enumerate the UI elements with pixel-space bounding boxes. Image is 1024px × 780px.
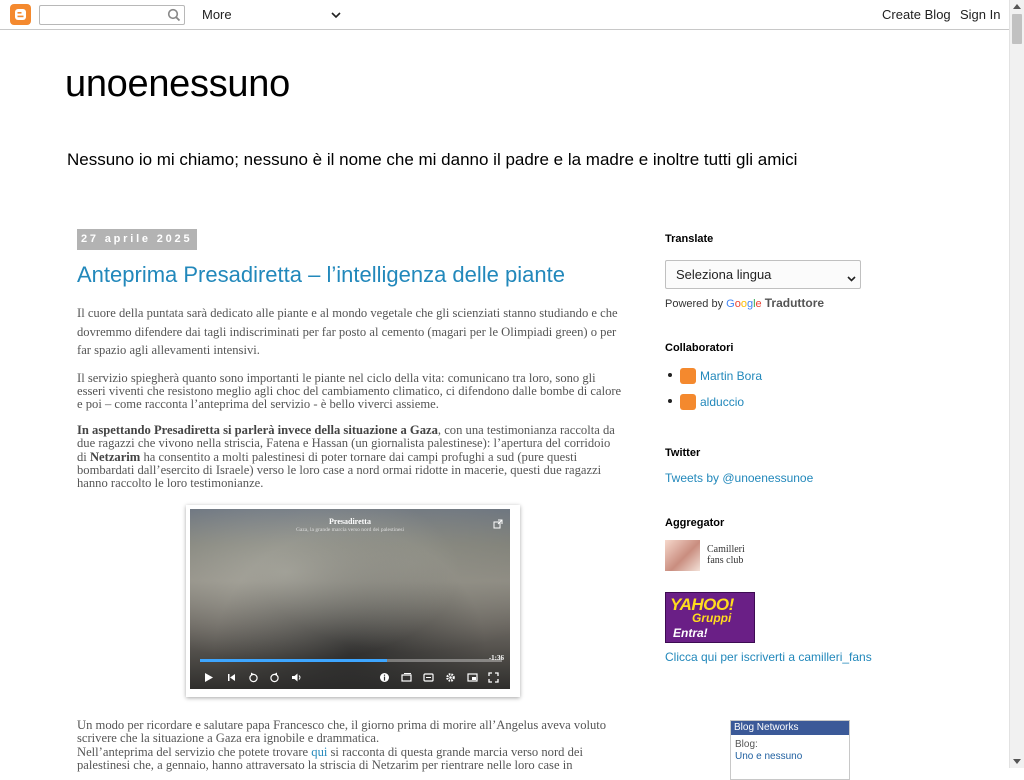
post-paragraph [77,746,622,773]
captions-icon[interactable] [423,672,434,683]
forward-icon[interactable] [269,672,280,683]
page-scrollbar[interactable] [1009,0,1024,768]
share-icon[interactable] [493,518,503,528]
tweets-link[interactable]: Tweets by @unoenessunoe [665,471,814,485]
video-title: Presadiretta [329,516,371,526]
search-icon[interactable] [166,7,182,23]
bold-text: In aspettando Presadiretta si parlerà invece della situazione a Gaza [77,422,438,437]
previous-icon[interactable] [226,672,237,683]
chevron-down-icon [847,271,856,280]
cfc-text [707,544,745,566]
yahoo-logo-text: YAHOO! [670,595,734,614]
powered-by-label: Powered by [665,298,727,310]
post-paragraph: Il servizio spiegherà quanto sono importanti le piante nel ciclo della vita: comunicano tra loro, sono gli esseri viventi che resistono meglio agli choc del cambiamento climatico, ci difendono dalle bombe di calore e poi – come racconta l’anteprima del servizio - è bello viverci assieme. [77,370,622,412]
more-menu-label[interactable]: More [202,7,232,22]
post-title[interactable]: Anteprima Presadiretta – l’intelligenza delle piante [77,262,565,287]
collaborator-link[interactable]: alduccio [700,395,745,409]
collaborator-link[interactable]: Martin Bora [700,369,763,383]
bullet-icon [668,399,672,403]
blogger-profile-icon[interactable] [680,368,696,384]
face-image [665,540,700,571]
text-span: si racconta di questa grande marcia verso nord dei palestinesi che, a gennaio, hanno attraversato la striscia di Netzarim per rientrare nelle loro case in [77,744,583,772]
bullet-icon [668,373,672,377]
post-after-video [77,719,622,773]
yahoo-entra-text: Entra! [673,626,708,640]
chapters-icon[interactable] [401,672,412,683]
google-letter: o [734,298,741,310]
video-player[interactable] [190,509,510,689]
video-time: -1:36 [488,653,504,662]
play-icon[interactable] [203,672,214,683]
post-paragraph [77,424,622,491]
translate-heading: Translate [665,233,714,245]
google-letter: e [755,298,762,310]
rewind-icon[interactable] [248,672,259,683]
aggregator-heading: Aggregator [665,517,725,529]
scrollbar-thumb[interactable] [1012,14,1022,44]
fullscreen-icon[interactable] [488,672,499,683]
post-body [77,304,622,772]
traduttore-label[interactable]: Traduttore [764,296,825,310]
chevron-down-icon[interactable] [330,8,342,20]
qui-link[interactable]: qui [311,744,328,759]
blog-networks-widget [730,720,850,780]
google-letter: l [753,298,756,310]
collaboratori-heading: Collaboratori [665,342,734,354]
language-select[interactable] [665,260,861,289]
text-span: Nell’anteprima del servizio che potete trovare [77,744,312,759]
post-paragraph: Il cuore della puntata sarà dedicato alle piante e al mondo vegetale che gli scienziati stanno studiando e che dovremmo difendere dai tagli indiscriminati per far posto al cemento (magari per le Olimpiadi green) o per far spazio agli allevamenti intensivi. [77,306,618,357]
volume-icon[interactable] [291,672,302,683]
blogger-navbar [0,0,1009,30]
blog-networks-heading: Blog Networks [731,721,849,735]
yahoo-groups-banner[interactable] [665,592,755,643]
blogger-profile-icon[interactable] [680,394,696,410]
create-blog-link[interactable]: Create Blog [882,7,951,22]
video-controls [190,667,510,689]
cfc-line: fans club [707,555,744,566]
search-input[interactable] [39,5,185,25]
text-span: , con una testimonianza raccolta da due ragazzi che vivono nella striscia, Fatena e Hassan (un giornalista palestinese): l’apertura del corridoio di [77,422,615,464]
pip-icon[interactable] [467,672,478,683]
blog-label: Blog: [735,739,758,750]
info-icon[interactable] [379,672,390,683]
bold-text: Netzarim [89,449,141,464]
blog-link[interactable]: Uno e nessuno [735,751,803,762]
post-date-badge: 27 aprile 2025 [77,229,197,250]
sign-in-link[interactable]: Sign In [960,7,1001,22]
powered-by-google [665,296,824,310]
cfc-line: Camilleri [707,544,745,555]
subscribe-link[interactable]: Clicca qui per iscriverti a camilleri_fans [665,650,872,664]
scroll-up-icon[interactable] [1013,4,1021,9]
settings-gear-icon[interactable] [445,672,456,683]
blog-title[interactable]: unoenessuno [65,63,290,105]
video-embed[interactable] [186,505,520,697]
blog-description: Nessuno io mi chiamo; nessuno è il nome che mi danno il padre e la madre e inoltre tutti gli amici [67,150,798,169]
language-select-value: Seleziona lingua [676,267,772,282]
scroll-down-icon[interactable] [1013,759,1021,764]
google-letter: G [726,298,735,310]
post-paragraph: Un modo per ricordare e salutare papa Francesco che, il giorno prima di morire all’Angelus aveva voluto scrivere che la situazione a Gaza era ignobile e drammatica. [77,717,607,746]
twitter-heading: Twitter [665,447,701,459]
google-logo[interactable] [726,298,762,310]
blogger-logo-icon[interactable] [10,4,31,25]
video-subtitle: Gaza, la grande marcia verso nord dei palestinesi [295,526,405,533]
video-progress-fill [200,659,387,662]
yahoo-gruppi-text: Gruppi [692,611,732,625]
google-letter: g [746,298,754,310]
text-span: ha consentito a molti palestinesi di poter tornare dai campi profughi a sud (pure questi bombardati dall’esercito di Israele) verso le loro case a nord ormai ridotte in macerie, questi due ragazzi hanno raccolto le loro testimonianze. [77,449,602,491]
video-progress-bar[interactable] [200,659,502,662]
google-letter: o [740,298,747,310]
camilleri-fans-club-badge[interactable] [665,540,751,571]
